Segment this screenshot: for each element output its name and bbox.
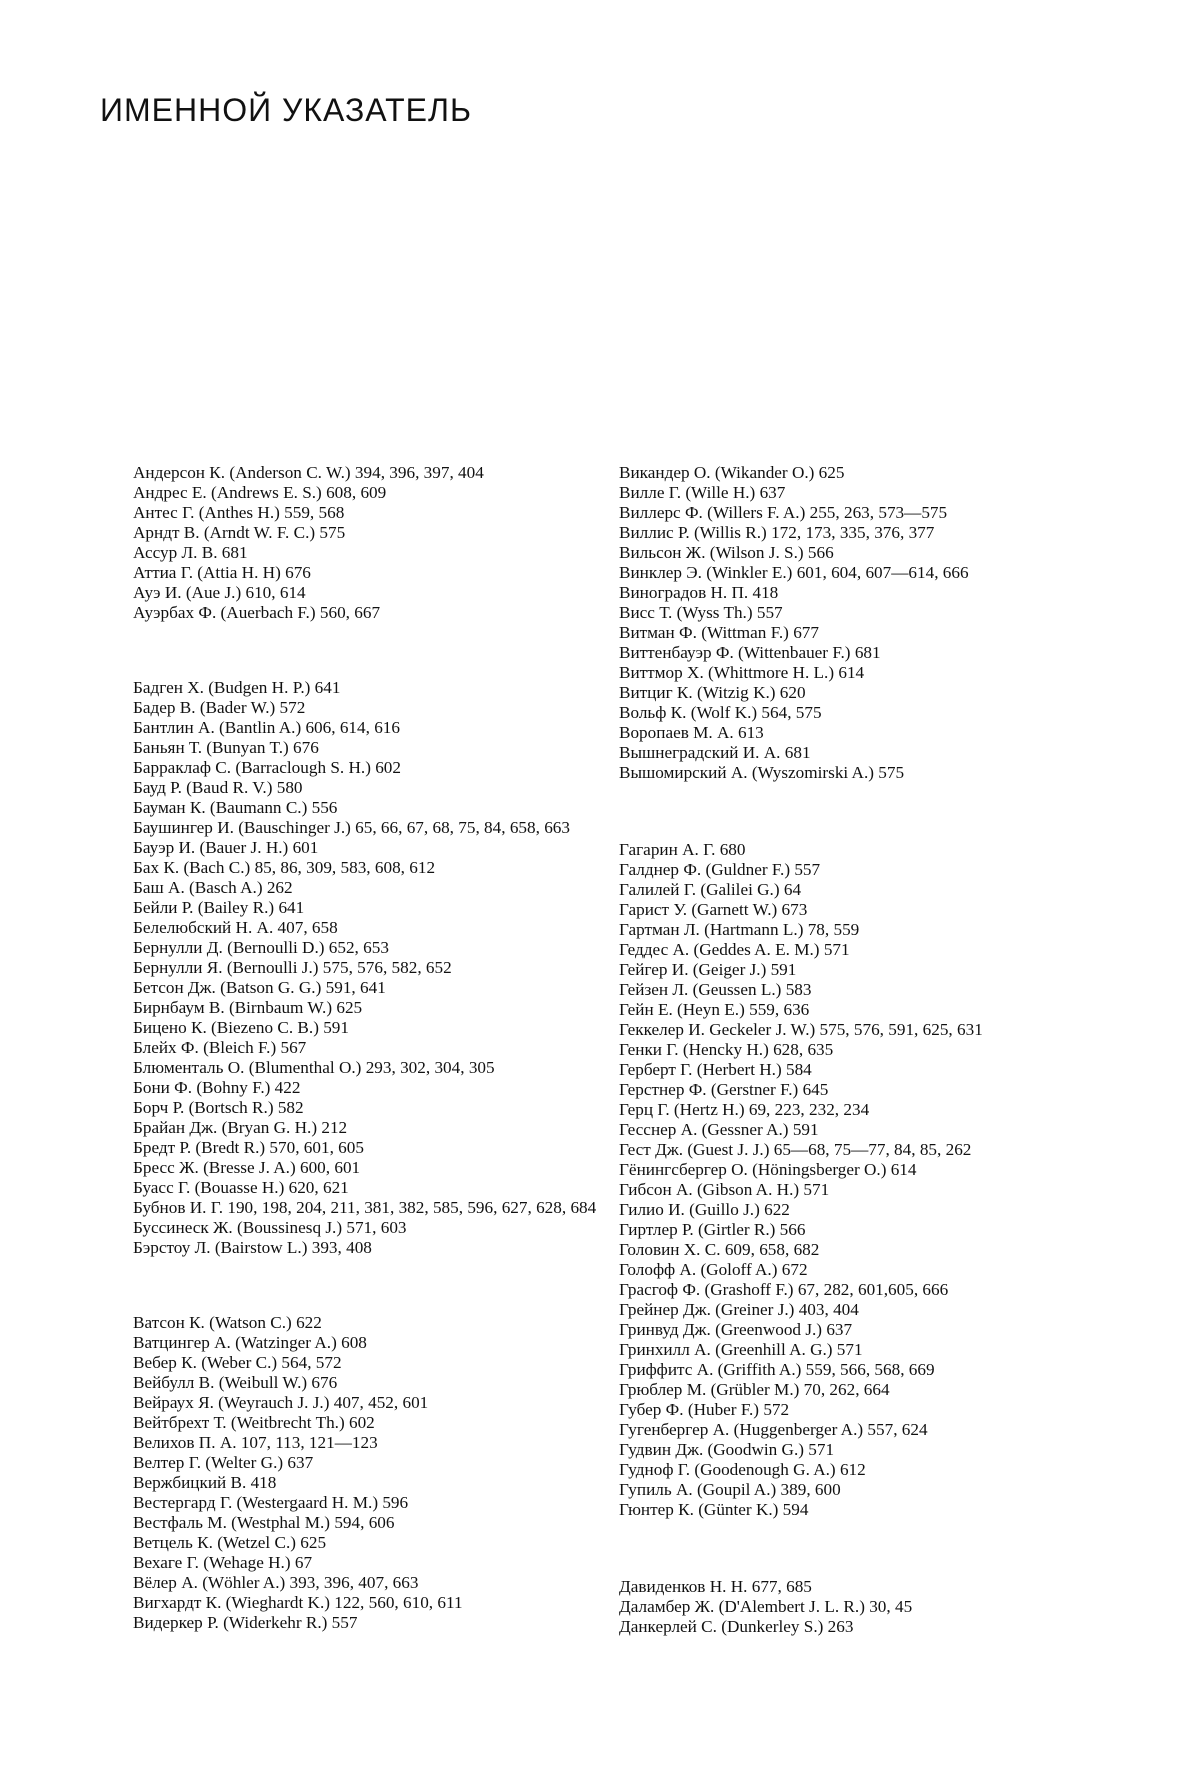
index-entry: Гёнингсбергер О. (Höningsberger O.) 614 <box>619 1160 917 1179</box>
index-entry: Гудвин Дж. (Goodwin G.) 571 <box>619 1440 835 1459</box>
index-entry: Буасс Г. (Bouasse H.) 620, 621 <box>133 1178 349 1197</box>
index-entry: Виттенбауэр Ф. (Wittenbauer F.) 681 <box>619 643 881 662</box>
index-entry: Гейгер И. (Geiger J.) 591 <box>619 960 797 979</box>
index-entry: Гест Дж. (Guest J. J.) 65—68, 75—77, 84, 85, 262 <box>619 1140 972 1159</box>
index-entry: Гупиль А. (Goupil A.) 389, 600 <box>619 1480 841 1499</box>
index-entry: Бейли Р. (Bailey R.) 641 <box>133 898 305 917</box>
index-entry: Гилио И. (Guillo J.) 622 <box>619 1200 790 1219</box>
index-entry: Бетсон Дж. (Batson G. G.) 591, 641 <box>133 978 386 997</box>
index-entry: Велихов П. А. 107, 113, 121—123 <box>133 1433 378 1452</box>
index-entry: Гагарин А. Г. 680 <box>619 840 746 859</box>
index-entry: Бони Ф. (Bohny F.) 422 <box>133 1078 301 1097</box>
index-entry: Виллис Р. (Willis R.) 172, 173, 335, 376, 377 <box>619 523 935 542</box>
index-entry: Арндт В. (Arndt W. F. C.) 575 <box>133 523 346 542</box>
index-entry: Гейзен Л. (Geussen L.) 583 <box>619 980 812 999</box>
index-letter-group <box>133 678 653 1258</box>
index-entry: Витман Ф. (Wittman F.) 677 <box>619 623 819 642</box>
index-entry: Велтер Г. (Welter G.) 637 <box>133 1453 314 1472</box>
index-entry: Генки Г. (Hencky H.) 628, 635 <box>619 1040 834 1059</box>
index-entry: Даламбер Ж. (D'Alembert J. L. R.) 30, 45 <box>619 1597 913 1616</box>
index-entry: Вейраух Я. (Weyrauch J. J.) 407, 452, 601 <box>133 1393 429 1412</box>
index-letter-group <box>133 1313 653 1633</box>
index-column-right <box>619 463 1139 1694</box>
index-entry: Баушингер И. (Bauschinger J.) 65, 66, 67, 68, 75, 84, 658, 663 <box>133 818 570 837</box>
index-entry: Грейнер Дж. (Greiner J.) 403, 404 <box>619 1300 859 1319</box>
index-entry: Гесснер А. (Gessner A.) 591 <box>619 1120 819 1139</box>
index-entry: Галилей Г. (Galilei G.) 64 <box>619 880 802 899</box>
index-entry: Герц Г. (Hertz H.) 69, 223, 232, 234 <box>619 1100 870 1119</box>
index-entry: Буссинеск Ж. (Boussinesq J.) 571, 603 <box>133 1218 407 1237</box>
index-entry: Галднер Ф. (Guldner F.) 557 <box>619 860 821 879</box>
index-entry: Виноградов Н. П. 418 <box>619 583 779 602</box>
index-entry: Винклер Э. (Winkler E.) 601, 604, 607—614, 666 <box>619 563 969 582</box>
index-entry: Бауэр И. (Bauer J. H.) 601 <box>133 838 319 857</box>
index-entry: Голофф А. (Goloff A.) 672 <box>619 1260 808 1279</box>
index-entry: Барраклаф С. (Barraclough S. H.) 602 <box>133 758 401 777</box>
index-entry: Вестфаль М. (Westphal M.) 594, 606 <box>133 1513 395 1532</box>
page-title: ИМЕННОЙ УКАЗАТЕЛЬ <box>100 92 473 128</box>
index-entry: Губер Ф. (Huber F.) 572 <box>619 1400 790 1419</box>
index-entry: Вебер К. (Weber C.) 564, 572 <box>133 1353 342 1372</box>
index-entry: Гюнтер К. (Günter K.) 594 <box>619 1500 809 1519</box>
index-entry: Вехаге Г. (Wehage H.) 67 <box>133 1553 313 1572</box>
index-entry: Брайан Дж. (Bryan G. H.) 212 <box>133 1118 348 1137</box>
index-entry: Висс Т. (Wyss Th.) 557 <box>619 603 783 622</box>
index-entry: Бернулли Д. (Bernoulli D.) 652, 653 <box>133 938 389 957</box>
index-entry: Вержбицкий В. 418 <box>133 1473 277 1492</box>
index-entry: Антес Г. (Anthes H.) 559, 568 <box>133 503 345 522</box>
index-entry: Гудноф Г. (Goodenough G. A.) 612 <box>619 1460 866 1479</box>
index-entry: Бадер В. (Bader W.) 572 <box>133 698 306 717</box>
index-entry: Витциг К. (Witzig K.) 620 <box>619 683 806 702</box>
index-entry: Андерсон К. (Anderson C. W.) 394, 396, 397, 404 <box>133 463 484 482</box>
index-entry: Бэрстоу Л. (Bairstow L.) 393, 408 <box>133 1238 372 1257</box>
index-entry: Бресс Ж. (Bresse J. A.) 600, 601 <box>133 1158 361 1177</box>
index-entry: Гугенбергер А. (Huggenberger A.) 557, 624 <box>619 1420 928 1439</box>
index-entry: Геккелер И. Geckeler J. W.) 575, 576, 591, 625, 631 <box>619 1020 983 1039</box>
index-entry: Белелюбский Н. А. 407, 658 <box>133 918 338 937</box>
index-entry: Ватсон К. (Watson C.) 622 <box>133 1313 322 1332</box>
index-entry: Бауман К. (Baumann C.) 556 <box>133 798 338 817</box>
index-entry: Гиртлер Р. (Girtler R.) 566 <box>619 1220 806 1239</box>
index-entry: Баш А. (Basch A.) 262 <box>133 878 293 897</box>
index-entry: Ветцель К. (Wetzel C.) 625 <box>133 1533 327 1552</box>
index-entry: Вейтбрехт Т. (Weitbrecht Th.) 602 <box>133 1413 375 1432</box>
index-entry: Бубнов И. Г. 190, 198, 204, 211, 381, 382, 585, 596, 627, 628, 684 <box>133 1198 597 1217</box>
index-letter-group <box>133 463 653 623</box>
index-entry: Викандер О. (Wikander O.) 625 <box>619 463 845 482</box>
index-entry: Грюблер М. (Grübler M.) 70, 262, 664 <box>619 1380 890 1399</box>
index-entry: Ассур Л. В. 681 <box>133 543 248 562</box>
index-entry: Вестергард Г. (Westergaard H. M.) 596 <box>133 1493 409 1512</box>
index-entry: Гартман Л. (Hartmann L.) 78, 559 <box>619 920 860 939</box>
index-entry: Воропаев М. А. 613 <box>619 723 764 742</box>
index-entry: Виллерс Ф. (Willers F. A.) 255, 263, 573—575 <box>619 503 948 522</box>
index-entry: Вышомирский А. (Wyszomirski A.) 575 <box>619 763 905 782</box>
index-entry: Вольф К. (Wolf K.) 564, 575 <box>619 703 822 722</box>
index-entry: Вёлер А. (Wöhler A.) 393, 396, 407, 663 <box>133 1573 419 1592</box>
index-entry: Вейбулл В. (Weibull W.) 676 <box>133 1373 338 1392</box>
index-entry: Бах К. (Bach C.) 85, 86, 309, 583, 608, 612 <box>133 858 436 877</box>
index-entry: Грасгоф Ф. (Grashoff F.) 67, 282, 601,605, 666 <box>619 1280 949 1299</box>
index-entry: Головин Х. С. 609, 658, 682 <box>619 1240 820 1259</box>
index-entry: Гринхилл А. (Greenhill A. G.) 571 <box>619 1340 863 1359</box>
index-entry: Гарист У. (Garnett W.) 673 <box>619 900 808 919</box>
index-entry: Ауэ И. (Aue J.) 610, 614 <box>133 583 306 602</box>
index-entry: Блюменталь О. (Blumenthal O.) 293, 302, 304, 305 <box>133 1058 495 1077</box>
index-entry: Бицено К. (Biezeno C. B.) 591 <box>133 1018 349 1037</box>
index-entry: Гибсон А. (Gibson A. H.) 571 <box>619 1180 830 1199</box>
index-entry: Видеркер Р. (Widerkehr R.) 557 <box>133 1613 358 1632</box>
index-letter-group <box>619 1577 1139 1637</box>
index-entry: Гринвуд Дж. (Greenwood J.) 637 <box>619 1320 853 1339</box>
index-entry: Андрес Е. (Andrews E. S.) 608, 609 <box>133 483 387 502</box>
index-entry: Герберт Г. (Herbert H.) 584 <box>619 1060 812 1079</box>
index-letter-group <box>619 463 1139 783</box>
index-entry: Гриффитс А. (Griffith A.) 559, 566, 568, 669 <box>619 1360 935 1379</box>
index-entry: Гейн Е. (Heyn E.) 559, 636 <box>619 1000 810 1019</box>
index-entry: Бадген Х. (Budgen H. P.) 641 <box>133 678 341 697</box>
index-entry: Аттиа Г. (Attia H. H) 676 <box>133 563 311 582</box>
index-entry: Геддес А. (Geddes A. E. M.) 571 <box>619 940 850 959</box>
index-entry: Ауэрбах Ф. (Auerbach F.) 560, 667 <box>133 603 381 622</box>
index-entry: Бирнбаум В. (Birnbaum W.) 625 <box>133 998 363 1017</box>
index-entry: Давиденков Н. Н. 677, 685 <box>619 1577 812 1596</box>
index-entry: Вилле Г. (Wille H.) 637 <box>619 483 786 502</box>
index-column-left <box>133 463 653 1633</box>
index-letter-group <box>619 840 1139 1520</box>
index-entry: Бредт Р. (Bredt R.) 570, 601, 605 <box>133 1138 364 1157</box>
index-entry: Данкерлей С. (Dunkerley S.) 263 <box>619 1617 854 1636</box>
index-entry: Бауд Р. (Baud R. V.) 580 <box>133 778 303 797</box>
index-entry: Борч Р. (Bortsch R.) 582 <box>133 1098 304 1117</box>
index-entry: Баньян Т. (Bunyan T.) 676 <box>133 738 319 757</box>
index-entry: Ватцингер А. (Watzinger A.) 608 <box>133 1333 367 1352</box>
index-entry: Вигхардт К. (Wieghardt K.) 122, 560, 610, 611 <box>133 1593 463 1612</box>
index-entry: Вильсон Ж. (Wilson J. S.) 566 <box>619 543 834 562</box>
index-entry: Вышнеградский И. А. 681 <box>619 743 811 762</box>
index-entry: Виттмор Х. (Whittmore H. L.) 614 <box>619 663 865 682</box>
index-entry: Блейх Ф. (Bleich F.) 567 <box>133 1038 307 1057</box>
index-entry: Бернулли Я. (Bernoulli J.) 575, 576, 582, 652 <box>133 958 452 977</box>
index-entry: Бантлин А. (Bantlin A.) 606, 614, 616 <box>133 718 400 737</box>
index-entry: Герстнер Ф. (Gerstner F.) 645 <box>619 1080 829 1099</box>
